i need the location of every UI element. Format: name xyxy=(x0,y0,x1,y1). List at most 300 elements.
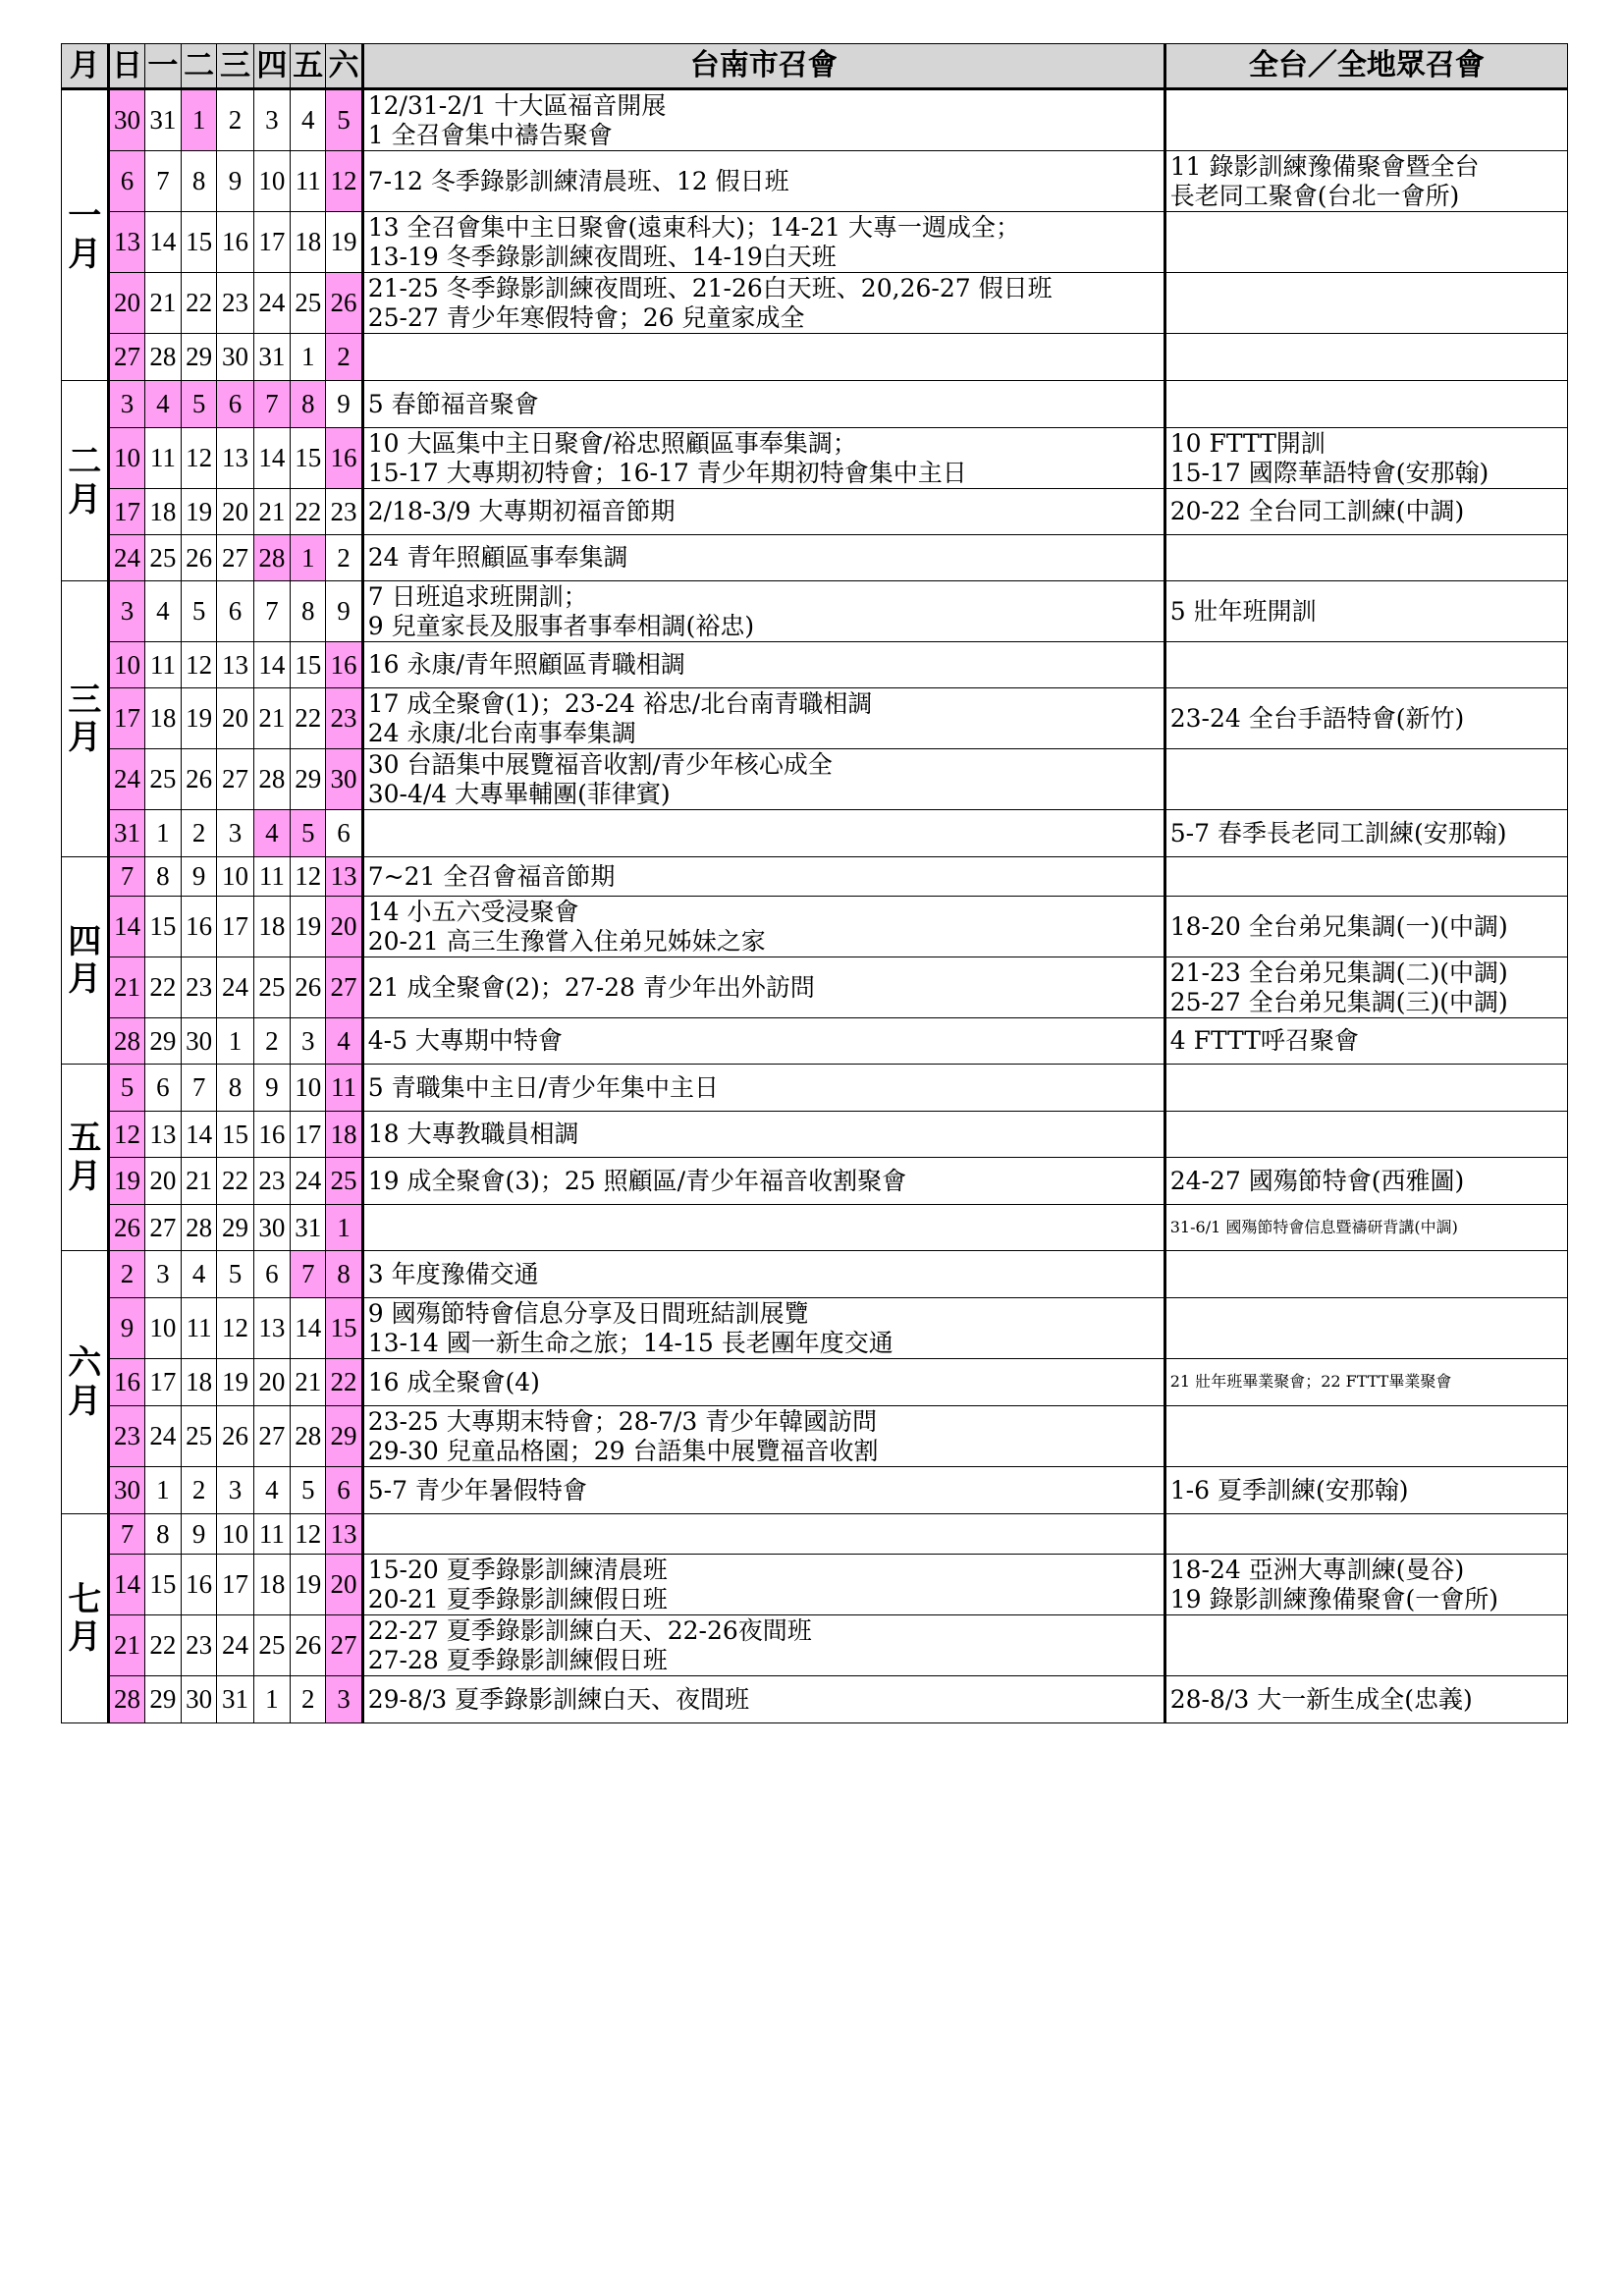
day-cell: 11 xyxy=(326,1065,362,1112)
day-cell: 6 xyxy=(144,1065,181,1112)
day-cell: 12 xyxy=(182,642,217,688)
day-cell: 3 xyxy=(109,581,144,642)
week-row xyxy=(62,1406,1568,1467)
day-cell: 4 xyxy=(144,581,181,642)
day-cell: 20 xyxy=(144,1158,181,1205)
national-events-cell xyxy=(1164,212,1567,273)
week-row xyxy=(62,151,1568,212)
day-cell: 28 xyxy=(291,1406,326,1467)
week-row xyxy=(62,1158,1568,1205)
local-event-line: 23-25 大專期末特會；28-7/3 青少年韓國訪問 xyxy=(367,1407,878,1436)
day-cell: 12 xyxy=(217,1298,253,1359)
national-events-header: 全台／全地眾召會 xyxy=(1164,44,1567,89)
week-row xyxy=(62,212,1568,273)
week-row xyxy=(62,334,1568,381)
day-cell: 19 xyxy=(326,212,362,273)
day-cell: 6 xyxy=(217,381,253,428)
day-cell: 7 xyxy=(253,581,290,642)
local-events-cell xyxy=(362,489,1164,535)
day-cell: 15 xyxy=(182,212,217,273)
day-cell: 8 xyxy=(182,151,217,212)
day-cell: 20 xyxy=(217,688,253,749)
day-cell: 5 xyxy=(291,1467,326,1514)
day-cell: 30 xyxy=(109,89,144,151)
day-cell: 18 xyxy=(182,1359,217,1406)
weekday-header: 六 xyxy=(326,44,362,89)
day-cell: 22 xyxy=(291,489,326,535)
day-cell: 22 xyxy=(326,1359,362,1406)
calendar-header xyxy=(62,44,1568,89)
day-cell: 27 xyxy=(217,535,253,581)
week-row xyxy=(62,957,1568,1018)
weekday-header: 一 xyxy=(144,44,181,89)
day-cell: 20 xyxy=(217,489,253,535)
local-event-line: 1 全召會集中禱告聚會 xyxy=(367,120,613,149)
local-event-line: 5 春節福音聚會 xyxy=(367,389,539,418)
local-event-line: 19 成全聚會(3)；25 照顧區/青少年福音收割聚會 xyxy=(367,1166,907,1195)
day-cell: 1 xyxy=(291,334,326,381)
day-cell: 12 xyxy=(109,1112,144,1158)
day-cell: 21 xyxy=(253,489,290,535)
day-cell: 23 xyxy=(253,1158,290,1205)
local-event-line: 15-17 大專期初特會；16-17 青少年期初特會集中主日 xyxy=(367,458,967,487)
week-row xyxy=(62,581,1568,642)
day-cell: 10 xyxy=(291,1065,326,1112)
year-calendar-table xyxy=(61,43,1568,1723)
day-cell: 11 xyxy=(253,1514,290,1555)
day-cell: 23 xyxy=(109,1406,144,1467)
day-cell: 17 xyxy=(253,212,290,273)
day-cell: 7 xyxy=(109,857,144,897)
day-cell: 29 xyxy=(144,1018,181,1065)
day-cell: 18 xyxy=(253,1555,290,1615)
day-cell: 11 xyxy=(291,151,326,212)
week-row xyxy=(62,749,1568,810)
day-cell: 12 xyxy=(291,1514,326,1555)
day-cell: 14 xyxy=(291,1298,326,1359)
day-cell: 3 xyxy=(217,1467,253,1514)
day-cell: 9 xyxy=(109,1298,144,1359)
month-label: 五月 xyxy=(62,1065,109,1251)
local-event-line: 9 兒童家長及服事者事奉相調(裕忠) xyxy=(367,611,755,640)
day-cell: 16 xyxy=(326,428,362,489)
week-row xyxy=(62,1359,1568,1406)
day-cell: 14 xyxy=(109,1555,144,1615)
day-cell: 2 xyxy=(326,535,362,581)
weekday-header: 日 xyxy=(109,44,144,89)
local-event-line: 30-4/4 大專畢輔團(菲律賓) xyxy=(367,779,671,808)
day-cell: 15 xyxy=(217,1112,253,1158)
day-cell: 18 xyxy=(326,1112,362,1158)
national-event-line: 28-8/3 大一新生成全(忠義) xyxy=(1169,1684,1473,1714)
national-events-cell xyxy=(1164,749,1567,810)
day-cell: 16 xyxy=(326,642,362,688)
local-event-line: 7 日班追求班開訓； xyxy=(367,582,588,611)
local-event-line: 30 台語集中展覽福音收割/青少年核心成全 xyxy=(367,750,833,779)
day-cell: 15 xyxy=(144,1555,181,1615)
national-events-cell xyxy=(1164,957,1567,1018)
national-events-cell xyxy=(1164,535,1567,581)
day-cell: 20 xyxy=(109,273,144,334)
day-cell: 29 xyxy=(291,749,326,810)
day-cell: 10 xyxy=(217,1514,253,1555)
week-row xyxy=(62,1065,1568,1112)
local-events-cell xyxy=(362,1112,1164,1158)
day-cell: 1 xyxy=(144,1467,181,1514)
day-cell: 8 xyxy=(326,1251,362,1298)
national-events-cell xyxy=(1164,1205,1567,1251)
local-events-cell xyxy=(362,749,1164,810)
day-cell: 13 xyxy=(217,428,253,489)
day-cell: 2 xyxy=(182,810,217,857)
day-cell: 10 xyxy=(217,857,253,897)
month-label: 三月 xyxy=(62,581,109,857)
day-cell: 7 xyxy=(291,1251,326,1298)
week-row xyxy=(62,1555,1568,1615)
national-events-cell xyxy=(1164,1112,1567,1158)
day-cell: 23 xyxy=(326,688,362,749)
national-events-cell xyxy=(1164,1251,1567,1298)
day-cell: 28 xyxy=(253,535,290,581)
day-cell: 29 xyxy=(182,334,217,381)
day-cell: 19 xyxy=(182,489,217,535)
day-cell: 26 xyxy=(109,1205,144,1251)
day-cell: 19 xyxy=(182,688,217,749)
day-cell: 3 xyxy=(217,810,253,857)
national-events-cell xyxy=(1164,489,1567,535)
day-cell: 9 xyxy=(182,1514,217,1555)
day-cell: 21 xyxy=(291,1359,326,1406)
day-cell: 30 xyxy=(217,334,253,381)
day-cell: 5 xyxy=(182,581,217,642)
day-cell: 15 xyxy=(291,428,326,489)
local-event-line: 16 永康/青年照顧區青職相調 xyxy=(367,650,685,680)
national-event-line: 5-7 春季長老同工訓練(安那翰) xyxy=(1169,818,1507,847)
day-cell: 5 xyxy=(109,1065,144,1112)
day-cell: 30 xyxy=(109,1467,144,1514)
local-event-line: 14 小五六受浸聚會 xyxy=(367,898,579,926)
day-cell: 14 xyxy=(253,642,290,688)
day-cell: 21 xyxy=(253,688,290,749)
local-events-cell xyxy=(362,810,1164,857)
day-cell: 27 xyxy=(217,749,253,810)
local-events-cell xyxy=(362,1514,1164,1555)
day-cell: 6 xyxy=(217,581,253,642)
day-cell: 26 xyxy=(182,535,217,581)
local-events-cell xyxy=(362,1065,1164,1112)
day-cell: 7 xyxy=(253,381,290,428)
day-cell: 30 xyxy=(253,1205,290,1251)
weekday-header: 二 xyxy=(182,44,217,89)
day-cell: 11 xyxy=(144,642,181,688)
day-cell: 26 xyxy=(182,749,217,810)
local-events-cell xyxy=(362,89,1164,151)
local-events-cell xyxy=(362,535,1164,581)
day-cell: 1 xyxy=(217,1018,253,1065)
day-cell: 15 xyxy=(291,642,326,688)
day-cell: 29 xyxy=(326,1406,362,1467)
national-event-line: 15-17 國際華語特會(安那翰) xyxy=(1169,458,1489,487)
local-events-cell xyxy=(362,1298,1164,1359)
day-cell: 27 xyxy=(253,1406,290,1467)
day-cell: 12 xyxy=(182,428,217,489)
day-cell: 7 xyxy=(182,1065,217,1112)
day-cell: 22 xyxy=(217,1158,253,1205)
day-cell: 18 xyxy=(144,688,181,749)
local-events-cell xyxy=(362,1406,1164,1467)
local-event-line: 2/18-3/9 大專期初福音節期 xyxy=(367,497,676,526)
day-cell: 12 xyxy=(291,857,326,897)
local-events-cell xyxy=(362,1615,1164,1676)
day-cell: 2 xyxy=(326,334,362,381)
local-events-cell xyxy=(362,897,1164,957)
day-cell: 1 xyxy=(144,810,181,857)
day-cell: 28 xyxy=(253,749,290,810)
national-event-line: 21-23 全台弟兄集調(二)(中調) xyxy=(1169,958,1508,987)
day-cell: 13 xyxy=(326,1514,362,1555)
local-events-cell xyxy=(362,1251,1164,1298)
local-events-cell xyxy=(362,581,1164,642)
day-cell: 31 xyxy=(144,89,181,151)
local-event-line: 13 全召會集中主日聚會(遠東科大)；14-21 大專一週成全； xyxy=(367,213,1021,242)
local-events-cell xyxy=(362,1018,1164,1065)
day-cell: 20 xyxy=(253,1359,290,1406)
month-label: 四月 xyxy=(62,857,109,1065)
local-events-cell xyxy=(362,1359,1164,1406)
day-cell: 26 xyxy=(291,957,326,1018)
national-event-line: 23-24 全台手語特會(新竹) xyxy=(1169,703,1465,733)
day-cell: 25 xyxy=(144,535,181,581)
national-events-cell xyxy=(1164,428,1567,489)
day-cell: 8 xyxy=(144,1514,181,1555)
day-cell: 13 xyxy=(109,212,144,273)
day-cell: 23 xyxy=(217,273,253,334)
day-cell: 25 xyxy=(253,957,290,1018)
day-cell: 9 xyxy=(217,151,253,212)
day-cell: 22 xyxy=(182,273,217,334)
day-cell: 31 xyxy=(253,334,290,381)
national-events-cell xyxy=(1164,1676,1567,1723)
day-cell: 20 xyxy=(326,1555,362,1615)
national-events-cell xyxy=(1164,1298,1567,1359)
day-cell: 9 xyxy=(253,1065,290,1112)
local-events-cell xyxy=(362,381,1164,428)
day-cell: 4 xyxy=(253,1467,290,1514)
day-cell: 17 xyxy=(144,1359,181,1406)
local-event-line: 12/31-2/1 十大區福音開展 xyxy=(367,91,667,120)
day-cell: 26 xyxy=(291,1615,326,1676)
national-event-line: 19 錄影訓練豫備聚會(一會所) xyxy=(1169,1584,1499,1613)
local-event-line: 9 國殤節特會信息分享及日間班結訓展覽 xyxy=(367,1299,809,1328)
local-events-cell xyxy=(362,273,1164,334)
day-cell: 17 xyxy=(109,489,144,535)
day-cell: 24 xyxy=(253,273,290,334)
day-cell: 27 xyxy=(109,334,144,381)
day-cell: 17 xyxy=(109,688,144,749)
national-events-cell xyxy=(1164,1555,1567,1615)
week-row xyxy=(62,688,1568,749)
day-cell: 8 xyxy=(144,857,181,897)
national-events-cell xyxy=(1164,334,1567,381)
national-event-line: 20-22 全台同工訓練(中調) xyxy=(1169,497,1465,526)
national-event-line: 1-6 夏季訓練(安那翰) xyxy=(1169,1475,1409,1504)
day-cell: 9 xyxy=(326,381,362,428)
local-events-cell xyxy=(362,334,1164,381)
day-cell: 13 xyxy=(326,857,362,897)
national-event-line: 11 錄影訓練豫備聚會暨全台 xyxy=(1169,152,1480,181)
national-event-line: 18-24 亞洲大專訓練(曼谷) xyxy=(1169,1556,1465,1584)
day-cell: 4 xyxy=(144,381,181,428)
day-cell: 2 xyxy=(253,1018,290,1065)
national-events-cell xyxy=(1164,151,1567,212)
local-event-line: 13-19 冬季錄影訓練夜間班、14-19白天班 xyxy=(367,242,837,271)
day-cell: 15 xyxy=(144,897,181,957)
local-events-cell xyxy=(362,1467,1164,1514)
day-cell: 28 xyxy=(109,1676,144,1723)
day-cell: 4 xyxy=(182,1251,217,1298)
local-event-line: 5 青職集中主日/青少年集中主日 xyxy=(367,1072,719,1102)
day-cell: 10 xyxy=(109,642,144,688)
local-event-line: 7~21 全召會福音節期 xyxy=(367,861,616,891)
week-row xyxy=(62,1615,1568,1676)
local-event-line: 21 成全聚會(2)；27-28 青少年出外訪問 xyxy=(367,972,815,1002)
national-event-line: 18-20 全台弟兄集調(一)(中調) xyxy=(1169,911,1508,941)
calendar-body xyxy=(62,89,1568,1723)
day-cell: 25 xyxy=(182,1406,217,1467)
local-events-cell xyxy=(362,1158,1164,1205)
national-events-cell xyxy=(1164,857,1567,897)
national-event-line: 10 FTTT開訓 xyxy=(1169,429,1326,458)
day-cell: 21 xyxy=(109,1615,144,1676)
local-event-line: 27-28 夏季錄影訓練假日班 xyxy=(367,1645,668,1674)
local-event-line: 3 年度豫備交通 xyxy=(367,1259,539,1288)
local-event-line: 21-25 冬季錄影訓練夜間班、21-26白天班、20,26-27 假日班 xyxy=(367,274,1053,302)
week-row xyxy=(62,273,1568,334)
day-cell: 10 xyxy=(144,1298,181,1359)
day-cell: 24 xyxy=(109,749,144,810)
day-cell: 14 xyxy=(109,897,144,957)
national-events-cell xyxy=(1164,581,1567,642)
day-cell: 19 xyxy=(109,1158,144,1205)
local-event-line: 16 成全聚會(4) xyxy=(367,1367,540,1396)
week-row xyxy=(62,535,1568,581)
local-event-line: 24 永康/北台南事奉集調 xyxy=(367,718,636,747)
day-cell: 24 xyxy=(291,1158,326,1205)
weekday-header: 四 xyxy=(253,44,290,89)
day-cell: 1 xyxy=(253,1676,290,1723)
local-events-cell xyxy=(362,212,1164,273)
day-cell: 12 xyxy=(326,151,362,212)
day-cell: 13 xyxy=(217,642,253,688)
day-cell: 27 xyxy=(326,1615,362,1676)
day-cell: 24 xyxy=(109,535,144,581)
day-cell: 26 xyxy=(326,273,362,334)
day-cell: 5 xyxy=(217,1251,253,1298)
day-cell: 26 xyxy=(217,1406,253,1467)
day-cell: 6 xyxy=(109,151,144,212)
week-row xyxy=(62,642,1568,688)
day-cell: 24 xyxy=(217,1615,253,1676)
day-cell: 22 xyxy=(291,688,326,749)
day-cell: 18 xyxy=(291,212,326,273)
day-cell: 9 xyxy=(182,857,217,897)
national-event-line: 25-27 全台弟兄集調(三)(中調) xyxy=(1169,987,1508,1016)
month-label: 七月 xyxy=(62,1514,109,1723)
day-cell: 5 xyxy=(326,89,362,151)
national-events-cell xyxy=(1164,273,1567,334)
day-cell: 16 xyxy=(182,1555,217,1615)
day-cell: 27 xyxy=(326,957,362,1018)
day-cell: 3 xyxy=(109,381,144,428)
day-cell: 11 xyxy=(144,428,181,489)
day-cell: 18 xyxy=(144,489,181,535)
day-cell: 20 xyxy=(326,897,362,957)
national-events-cell xyxy=(1164,897,1567,957)
national-event-line: 31-6/1 國殤節特會信息暨禱研背講(中調) xyxy=(1169,1217,1458,1236)
local-events-cell xyxy=(362,151,1164,212)
national-events-cell xyxy=(1164,381,1567,428)
national-events-cell xyxy=(1164,688,1567,749)
national-events-cell xyxy=(1164,1158,1567,1205)
day-cell: 23 xyxy=(182,1615,217,1676)
day-cell: 4 xyxy=(253,810,290,857)
day-cell: 23 xyxy=(326,489,362,535)
day-cell: 28 xyxy=(182,1205,217,1251)
local-events-cell xyxy=(362,1205,1164,1251)
national-event-line: 長老同工聚會(台北一會所) xyxy=(1169,181,1460,210)
month-label: 六月 xyxy=(62,1251,109,1514)
day-cell: 5 xyxy=(291,810,326,857)
day-cell: 24 xyxy=(217,957,253,1018)
week-row xyxy=(62,1112,1568,1158)
day-cell: 19 xyxy=(217,1359,253,1406)
day-cell: 24 xyxy=(144,1406,181,1467)
day-cell: 18 xyxy=(253,897,290,957)
national-events-cell xyxy=(1164,1615,1567,1676)
day-cell: 6 xyxy=(326,810,362,857)
day-cell: 16 xyxy=(109,1359,144,1406)
local-events-header: 台南市召會 xyxy=(362,44,1164,89)
week-row xyxy=(62,1251,1568,1298)
week-row xyxy=(62,810,1568,857)
day-cell: 2 xyxy=(291,1676,326,1723)
local-event-line: 20-21 高三生豫嘗入住弟兄姊妹之家 xyxy=(367,926,766,956)
local-event-line: 18 大專教職員相調 xyxy=(367,1120,579,1149)
day-cell: 16 xyxy=(217,212,253,273)
week-row xyxy=(62,1514,1568,1555)
national-events-cell xyxy=(1164,1065,1567,1112)
day-cell: 30 xyxy=(326,749,362,810)
day-cell: 13 xyxy=(144,1112,181,1158)
day-cell: 29 xyxy=(144,1676,181,1723)
day-cell: 25 xyxy=(291,273,326,334)
day-cell: 7 xyxy=(109,1514,144,1555)
national-events-cell xyxy=(1164,1514,1567,1555)
day-cell: 22 xyxy=(144,957,181,1018)
weekday-header: 五 xyxy=(291,44,326,89)
local-event-line: 10 大區集中主日聚會/裕忠照顧區事奉集調； xyxy=(367,429,857,458)
day-cell: 11 xyxy=(253,857,290,897)
local-events-cell xyxy=(362,1676,1164,1723)
day-cell: 30 xyxy=(182,1676,217,1723)
week-row xyxy=(62,489,1568,535)
local-event-line: 5-7 青少年暑假特會 xyxy=(367,1475,587,1504)
day-cell: 31 xyxy=(291,1205,326,1251)
week-row xyxy=(62,428,1568,489)
week-row xyxy=(62,381,1568,428)
national-events-cell xyxy=(1164,1018,1567,1065)
day-cell: 28 xyxy=(144,334,181,381)
